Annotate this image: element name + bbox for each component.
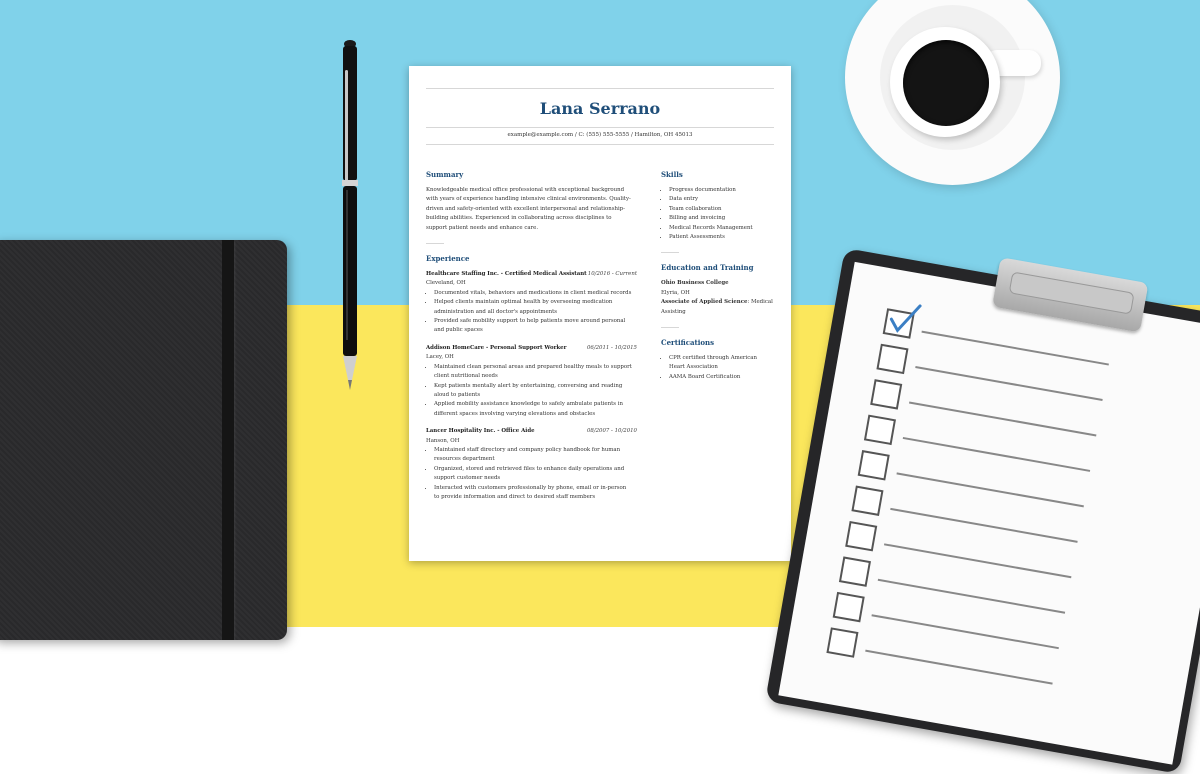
skill-item: • Data entry bbox=[669, 195, 777, 204]
job-bullet: • Interacted with customers professionally by phone, email or in-person to provide information and direct to desired staff members bbox=[434, 484, 637, 503]
job-dates: 08/2007 - 10/2010 bbox=[586, 428, 637, 435]
education-heading: Education and Training bbox=[661, 263, 754, 273]
section-divider bbox=[426, 243, 444, 244]
checklist-line bbox=[896, 472, 1083, 507]
skill-item: • Medical Records Management bbox=[669, 224, 777, 233]
job-bullet: • Kept patients mentally alert by entertaining, conversing and reading aloud to patients bbox=[434, 382, 637, 401]
job-entry bbox=[426, 270, 637, 336]
job-location: Hanson, OH bbox=[426, 437, 460, 444]
checklist-line bbox=[921, 331, 1108, 366]
skills-heading: Skills bbox=[661, 170, 683, 179]
clipboard-icon bbox=[765, 248, 1200, 774]
checklist-line bbox=[903, 437, 1090, 472]
right-column bbox=[661, 170, 777, 382]
checklist-line bbox=[878, 579, 1065, 614]
job-bullet: • Maintained staff directory and company policy handbook for human resources department bbox=[434, 446, 637, 465]
job-bullet: • Provided safe mobility support to help patients move around personal and public spaces bbox=[434, 317, 637, 336]
clipboard-paper bbox=[778, 262, 1200, 765]
checkbox bbox=[876, 344, 908, 374]
job-location: Lacey, OH bbox=[426, 354, 454, 361]
contact-rule-top bbox=[426, 127, 774, 128]
checklist-line bbox=[865, 650, 1052, 685]
experience-heading: Experience bbox=[426, 254, 470, 264]
resume-document bbox=[409, 66, 791, 561]
job-dates: 06/2011 - 10/2015 bbox=[586, 344, 637, 351]
education-degree: Associate of Applied Science: Medical Assisting bbox=[661, 299, 773, 315]
job-entry bbox=[426, 427, 637, 502]
clip-inner bbox=[1009, 271, 1135, 314]
job-title: Healthcare Staffing Inc. - Certified Medical Assistant bbox=[426, 271, 587, 278]
job-title: Addison HomeCare - Personal Support Worker bbox=[426, 344, 567, 351]
checklist-line bbox=[909, 402, 1096, 437]
checkbox bbox=[833, 592, 865, 622]
checklist-line bbox=[890, 508, 1077, 543]
left-column bbox=[426, 170, 637, 510]
checkbox bbox=[864, 415, 896, 445]
notebook-icon bbox=[0, 240, 287, 640]
checkbox bbox=[851, 486, 883, 516]
job-dates: 10/2016 - Current bbox=[587, 271, 637, 278]
checkbox bbox=[870, 379, 902, 409]
checkmark-icon bbox=[885, 297, 925, 338]
skill-item: • Billing and invoicing bbox=[669, 214, 777, 223]
skill-item: • Progress documentation bbox=[669, 186, 777, 195]
job-bullet: • Maintained clean personal areas and prepared healthy meals to support client nutritional needs bbox=[434, 363, 637, 382]
summary-heading: Summary bbox=[426, 170, 464, 179]
certifications-heading: Certifications bbox=[661, 338, 715, 348]
job-bullet: • Helped clients maintain optimal health by overseeing medication administration and all doctor's appointments bbox=[434, 298, 637, 317]
checklist-line bbox=[884, 543, 1071, 578]
checkbox bbox=[839, 556, 871, 586]
checklist-line bbox=[871, 614, 1058, 649]
contact-rule-bottom bbox=[426, 144, 774, 145]
skill-item: • Patient Assessments bbox=[669, 233, 777, 242]
notebook-elastic-band bbox=[222, 240, 234, 640]
section-divider bbox=[661, 252, 679, 253]
checkbox bbox=[845, 521, 877, 551]
checklist-line bbox=[915, 366, 1102, 401]
job-bullet: • Organized, stored and retrieved files to enhance daily operations and support customer needs bbox=[434, 465, 637, 484]
job-bullet: • Applied mobility assistance knowledge to safely ambulate patients in different spaces involving varying elevations and obstacles bbox=[434, 400, 637, 419]
pen-icon bbox=[340, 40, 360, 390]
job-entry bbox=[426, 344, 637, 419]
top-rule bbox=[426, 88, 774, 89]
certification-item: • AAMA Board Certification bbox=[669, 373, 777, 382]
education-location: Elyria, OH bbox=[661, 289, 690, 296]
resume-contact: example@example.com / C: (555) 555-5555 / Hamilton, OH 45013 bbox=[507, 132, 693, 138]
section-divider bbox=[661, 327, 679, 328]
checkbox bbox=[858, 450, 890, 480]
certification-item: • CPR certified through American Heart Association bbox=[669, 354, 777, 373]
job-location: Cleveland, OH bbox=[426, 280, 466, 287]
job-title: Lancer Hospitality Inc. - Office Aide bbox=[426, 428, 535, 435]
skill-item: • Team collaboration bbox=[669, 205, 777, 214]
education-school: Ohio Business College bbox=[661, 280, 729, 287]
job-bullet: • Documented vitals, behaviors and medications in client medical records bbox=[434, 289, 637, 298]
checkbox bbox=[826, 627, 858, 657]
summary-text: Knowledgeable medical office professional with exceptional background with years of experience handling intensive clinical environments. Quality- driven and safety-oriented with excellent interpersonal and relationship- building abilities. Experienced in collaborating across disciplines to support patient needs and enhance care. bbox=[426, 187, 631, 231]
resume-name: Lana Serrano bbox=[539, 99, 661, 118]
coffee-liquid bbox=[903, 40, 989, 126]
notebook-texture bbox=[0, 240, 287, 640]
